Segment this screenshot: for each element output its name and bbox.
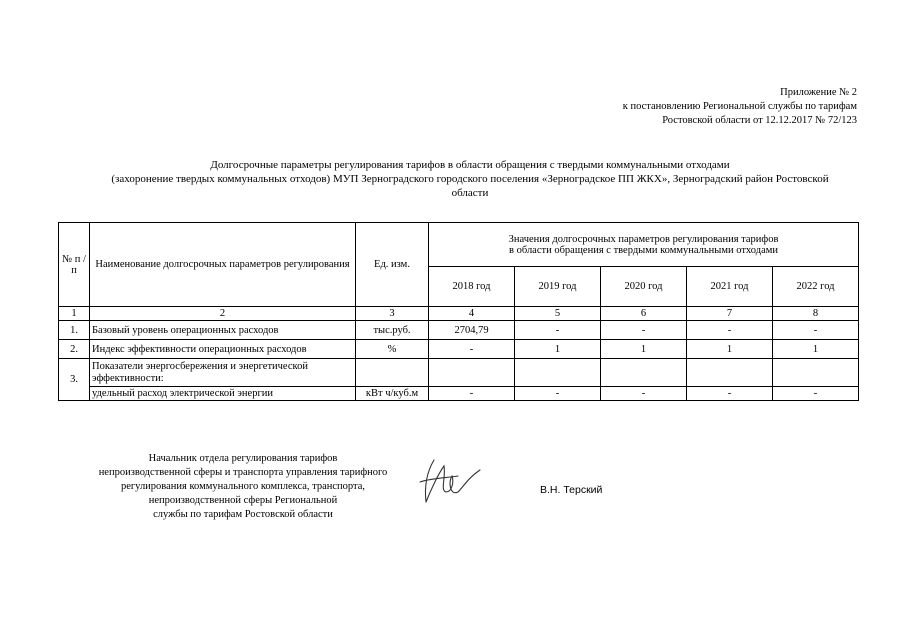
row-name: Индекс эффективности операционных расходов xyxy=(90,340,356,359)
col-number: 6 xyxy=(601,307,687,321)
row-value: - xyxy=(429,340,515,359)
col-number: 7 xyxy=(687,307,773,321)
row-name: Показатели энергосбережения и энергетической эффективности: xyxy=(90,359,356,387)
row-value: 1 xyxy=(687,340,773,359)
handwritten-signature xyxy=(410,452,490,508)
title-line-2: (захоронение твердых коммунальных отходов) МУП Зерноградского городского поселения «Зерноградское ПП ЖКХ», Зерноградский район Ростовской xyxy=(111,173,829,185)
header-year: 2022 год xyxy=(773,267,859,307)
row-unit: тыс.руб. xyxy=(356,321,429,340)
position-line-4: непроизводственной сферы Региональной xyxy=(148,495,338,506)
empty-cell xyxy=(429,359,515,387)
signatory-position xyxy=(78,452,408,522)
table-row xyxy=(59,359,859,387)
position-line-2: непроизводственной сферы и транспорта управления тарифного xyxy=(98,467,388,478)
table-row xyxy=(59,340,859,359)
appendix-line-2: к постановлению Региональной службы по тарифам xyxy=(622,101,857,112)
appendix-note xyxy=(623,86,857,128)
row-num: 1. xyxy=(59,321,90,340)
row-num: 3. xyxy=(59,359,90,401)
table-row xyxy=(59,321,859,340)
row-value: 2704,79 xyxy=(429,321,515,340)
header-year: 2018 год xyxy=(429,267,515,307)
col-number: 1 xyxy=(59,307,90,321)
header-values-line-1: Значения долгосрочных параметров регулирования тарифов xyxy=(508,233,779,245)
row-value: 1 xyxy=(601,340,687,359)
header-year: 2020 год xyxy=(601,267,687,307)
col-number: 4 xyxy=(429,307,515,321)
col-number: 5 xyxy=(515,307,601,321)
col-number: 2 xyxy=(90,307,356,321)
row-name: удельный расход электрической энергии xyxy=(90,387,356,401)
row-value: - xyxy=(515,321,601,340)
parameters-table xyxy=(58,222,859,401)
row-value: - xyxy=(773,321,859,340)
row-name: Базовый уровень операционных расходов xyxy=(90,321,356,340)
empty-cell xyxy=(773,359,859,387)
empty-cell xyxy=(687,359,773,387)
row-num: 2. xyxy=(59,340,90,359)
title-line-1: Долгосрочные параметры регулирования тарифов в области обращения с твердыми коммунальными отходами xyxy=(210,159,730,171)
appendix-line-1: Приложение № 2 xyxy=(780,87,857,98)
row-value: - xyxy=(429,387,515,401)
position-line-3: регулирования коммунального комплекса, транспорта, xyxy=(120,481,366,492)
header-values-line-2: в области обращения с твердыми коммунальными отходами xyxy=(509,244,778,256)
row-value: 1 xyxy=(773,340,859,359)
signatory-name: В.Н. Терский xyxy=(540,484,603,496)
header-name: Наименование долгосрочных параметров регулирования xyxy=(90,223,356,307)
row-value: 1 xyxy=(515,340,601,359)
empty-cell xyxy=(515,359,601,387)
row-value: - xyxy=(515,387,601,401)
header-values-group xyxy=(429,223,859,267)
column-numbers-row xyxy=(59,307,859,321)
row-value: - xyxy=(687,321,773,340)
position-line-5: службы по тарифам Ростовской области xyxy=(153,509,333,520)
row-unit: % xyxy=(356,340,429,359)
header-num: № п /п xyxy=(59,223,90,307)
row-unit: кВт ч/куб.м xyxy=(356,387,429,401)
document-title xyxy=(50,158,890,200)
position-line-1: Начальник отдела регулирования тарифов xyxy=(148,453,338,464)
col-number: 3 xyxy=(356,307,429,321)
title-line-3: области xyxy=(451,187,489,199)
table-row xyxy=(59,387,859,401)
row-value: - xyxy=(601,387,687,401)
header-year: 2019 год xyxy=(515,267,601,307)
empty-cell xyxy=(356,359,429,387)
row-value: - xyxy=(773,387,859,401)
appendix-line-3: Ростовской области от 12.12.2017 № 72/123 xyxy=(662,115,857,126)
empty-cell xyxy=(601,359,687,387)
header-year: 2021 год xyxy=(687,267,773,307)
header-unit: Ед. изм. xyxy=(356,223,429,307)
row-value: - xyxy=(601,321,687,340)
col-number: 8 xyxy=(773,307,859,321)
row-value: - xyxy=(687,387,773,401)
